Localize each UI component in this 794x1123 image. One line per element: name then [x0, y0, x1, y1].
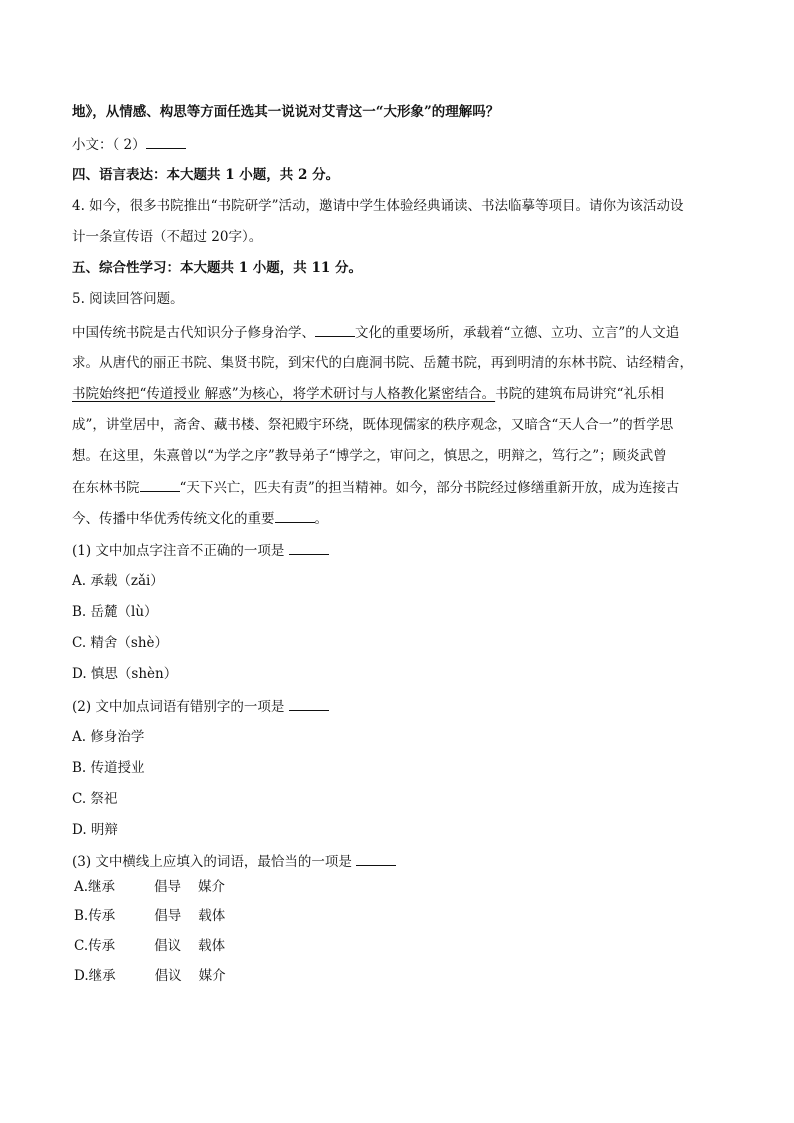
- option-word-3: 载体: [198, 938, 226, 954]
- option-letter: B.: [74, 908, 89, 924]
- passage-line-5: 想。在这里，朱熹曾以“为学之序”教导弟子“博学之，审问之，慎思之，明辩之，笃行之”；顾炎武曾: [72, 448, 667, 464]
- answer-blank[interactable]: [356, 851, 396, 866]
- answer-blank[interactable]: [146, 134, 186, 149]
- option-word-1: 继承: [88, 968, 116, 984]
- option-letter: A.: [74, 879, 89, 895]
- passage-line-4: 成”，讲堂居中，斋舍、藏书楼、祭祀殿宇环绕，既体现儒家的秩序观念，又暗含“天人合一”的哲学思: [72, 417, 674, 433]
- passage-text: 文化的重要场所，承载着“立德、立功、立言”的人文追: [355, 325, 680, 341]
- q4-line-1: 4. 如今，很多书院推出“书院研学”活动，邀请中学生体验经典诵读、书法临摹等项目。请你为该活动设: [72, 198, 684, 214]
- answer-blank[interactable]: [289, 540, 329, 555]
- option-word-3: 媒介: [198, 879, 226, 895]
- option-d[interactable]: D. 慎思（shèn）: [72, 666, 178, 682]
- passage-line-6: [72, 477, 679, 498]
- passage-text: 今、传播中华优秀传统文化的重要: [72, 511, 275, 527]
- q3-tail-text: 地》，从情感、构思等方面任选其一说说对艾青这一“大形象”的理解吗？: [72, 104, 500, 120]
- passage-line-2: 求。从唐代的丽正书院、集贤书院，到宋代的白鹿洞书院、岳麓书院，再到明清的东林书院、诂经精舍，: [72, 355, 693, 371]
- xiaowen-answer-line: [72, 134, 186, 155]
- option-c[interactable]: C. 祭祀: [72, 791, 118, 807]
- q4-line-2: 计一条宣传语（不超过 20字）。: [72, 229, 263, 245]
- option-a[interactable]: A. 修身治学: [72, 729, 145, 745]
- option-b[interactable]: [74, 906, 225, 926]
- stem-text: (1) 文中加点字注音不正确的一项是: [72, 543, 285, 559]
- passage-blank-2[interactable]: [140, 477, 180, 492]
- stem-text: (3) 文中横线上应填入的词语，最恰当的一项是: [72, 854, 352, 870]
- answer-blank[interactable]: [289, 696, 329, 711]
- option-word-2: 倡议: [154, 968, 182, 984]
- option-a[interactable]: [74, 877, 225, 897]
- passage-text: 在东林书院: [72, 480, 140, 496]
- option-letter: C.: [74, 938, 89, 954]
- stem-text: (2) 文中加点词语有错别字的一项是: [72, 699, 285, 715]
- option-word-2: 倡导: [154, 908, 182, 924]
- option-a[interactable]: A. 承载（zǎi）: [72, 573, 164, 589]
- q5-title: 5. 阅读回答问题。: [72, 291, 184, 307]
- option-b[interactable]: B. 岳麓（lù）: [72, 604, 158, 620]
- section-5-heading: 五、综合性学习：本大题共 1 小题，共 11 分。: [72, 260, 362, 276]
- passage-text: 中国传统书院是古代知识分子修身治学、: [72, 325, 315, 341]
- xiaowen-label: 小文：（ 2）: [72, 137, 146, 153]
- passage-text: 书院的建筑布局讲究“礼乐相: [495, 386, 664, 402]
- subquestion-1-stem: [72, 540, 329, 561]
- subquestion-3-stem: [72, 851, 396, 872]
- option-c[interactable]: [74, 936, 225, 956]
- option-word-1: 传承: [88, 938, 116, 954]
- option-word-1: 继承: [88, 879, 116, 895]
- passage-blank-1[interactable]: [315, 322, 355, 337]
- passage-text: 。: [314, 511, 328, 527]
- option-d[interactable]: D. 明辩: [72, 822, 118, 838]
- option-word-3: 媒介: [198, 968, 226, 984]
- passage-line-7: [72, 508, 328, 529]
- option-word-2: 倡议: [154, 938, 182, 954]
- option-d[interactable]: [74, 966, 226, 986]
- passage-text: “天下兴亡，匹夫有责”的担当精神。如今，部分书院经过修缮重新开放，成为连接古: [179, 480, 680, 496]
- option-word-1: 传承: [88, 908, 116, 924]
- option-word-2: 倡导: [154, 879, 182, 895]
- passage-line-1: [72, 322, 679, 343]
- underlined-sentence: 书院始终把“传道授业 解惑”为核心，将学术研讨与人格教化紧密结合。: [72, 386, 496, 402]
- option-letter: D.: [74, 968, 89, 984]
- passage-line-3: [72, 384, 664, 404]
- passage-blank-3[interactable]: [275, 508, 315, 523]
- subquestion-2-stem: [72, 696, 329, 717]
- option-c[interactable]: C. 精舍（shè）: [72, 635, 169, 651]
- section-4-heading: 四、语言表达：本大题共 1 小题，共 2 分。: [72, 167, 340, 183]
- option-word-3: 载体: [198, 908, 226, 924]
- option-b[interactable]: B. 传道授业: [72, 760, 145, 776]
